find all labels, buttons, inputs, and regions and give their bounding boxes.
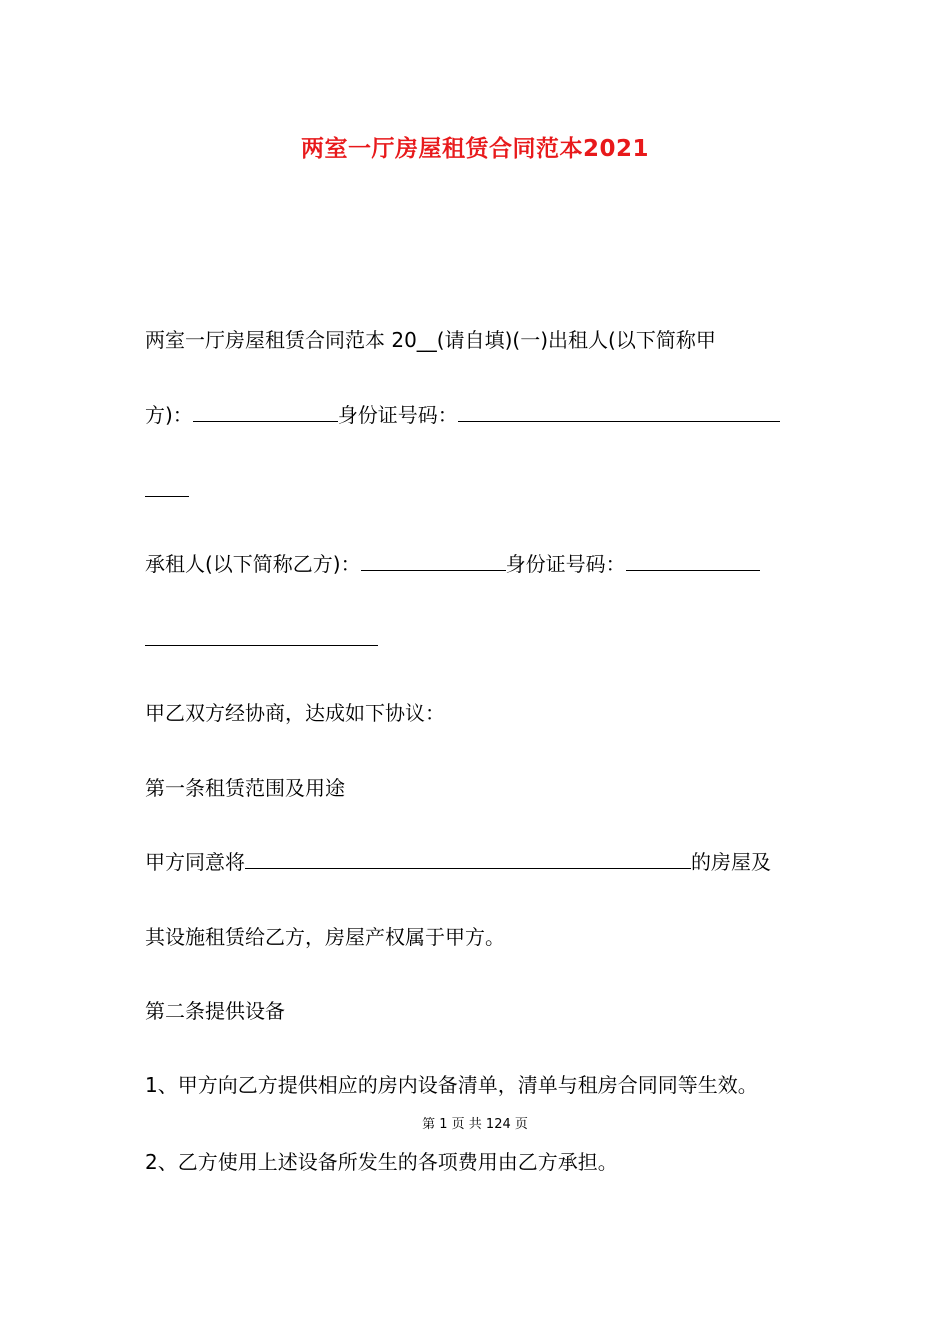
line-text: 承租人(以下简称乙方)：	[145, 552, 361, 576]
fill-in-blank	[193, 401, 338, 422]
fill-in-blank	[458, 401, 780, 422]
paragraph-line	[145, 625, 378, 653]
line-text: 的房屋及	[691, 850, 771, 874]
paragraph-line: 两室一厅房屋租赁合同范本 20__(请自填)(一)出租人(以下简称甲	[145, 328, 716, 352]
fill-in-blank	[626, 550, 760, 571]
list-item: 2、乙方使用上述设备所发生的各项费用由乙方承担。	[145, 1150, 618, 1174]
fill-in-blank	[145, 476, 189, 497]
fill-in-blank	[145, 625, 378, 646]
page-footer: 第 1 页 共 124 页	[422, 1117, 528, 1132]
fill-in-blank	[361, 550, 506, 571]
paragraph-line	[145, 848, 771, 876]
line-text: 身份证号码：	[337, 403, 458, 427]
line-text: 身份证号码：	[505, 552, 626, 576]
paragraph-line: 其设施租赁给乙方，房屋产权属于甲方。	[145, 925, 505, 949]
section-heading: 第二条提供设备	[145, 999, 285, 1023]
fill-in-blank	[245, 848, 691, 869]
paragraph-line	[145, 476, 189, 504]
list-item: 1、甲方向乙方提供相应的房内设备清单，清单与租房合同同等生效。	[145, 1073, 758, 1097]
paragraph-line: 甲乙双方经协商，达成如下协议：	[145, 701, 445, 725]
paragraph-line	[145, 401, 780, 429]
section-heading: 第一条租赁范围及用途	[145, 776, 345, 800]
paragraph-line	[145, 550, 760, 578]
line-text: 方)：	[145, 403, 193, 427]
document-title: 两室一厅房屋租赁合同范本2021	[300, 136, 649, 162]
line-text: 甲方同意将	[145, 850, 245, 874]
